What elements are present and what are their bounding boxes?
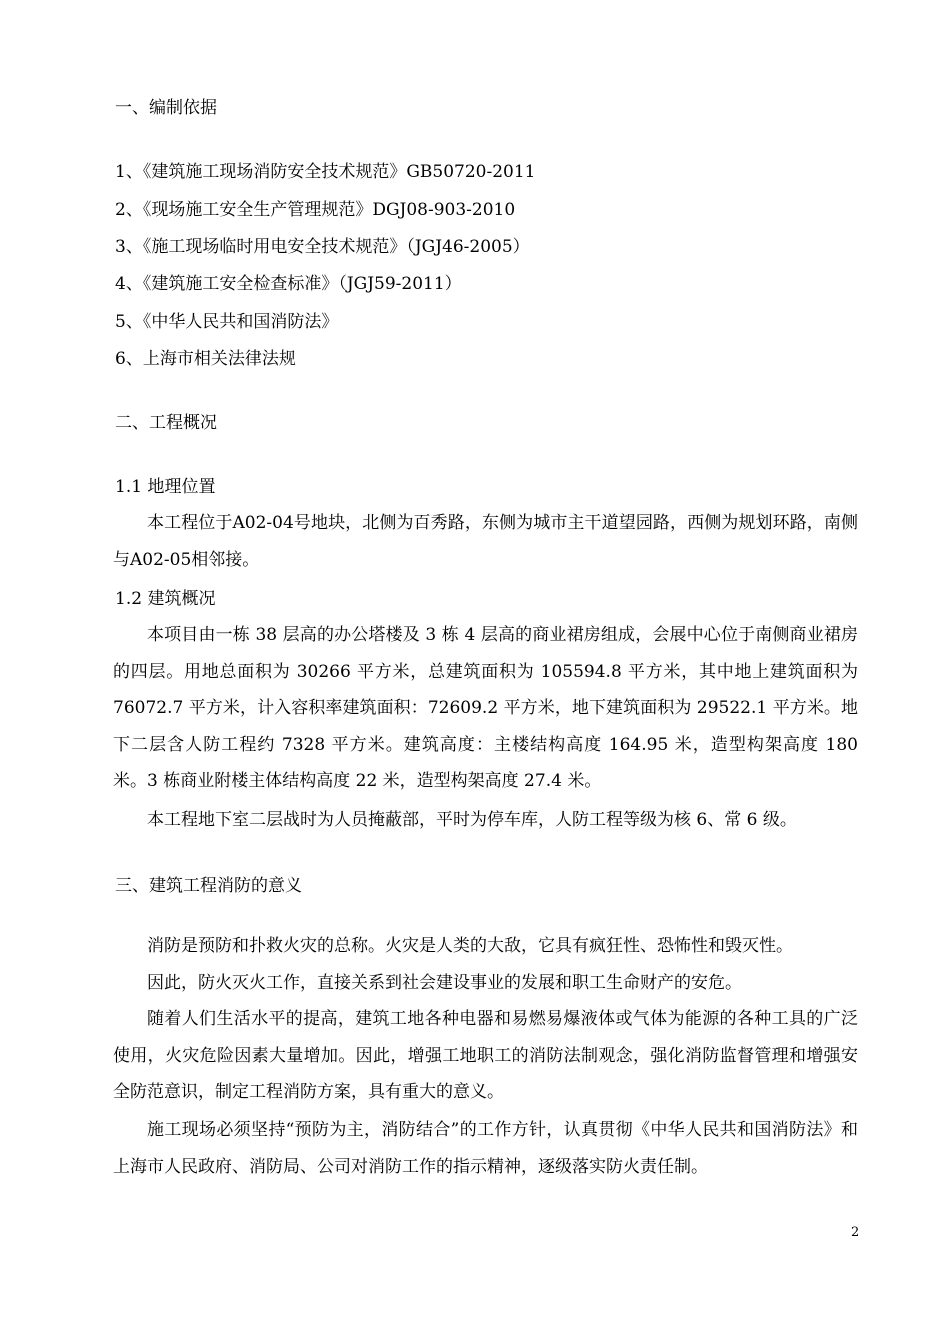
subheading-building: 1.2 建筑概况: [115, 589, 216, 609]
subheading-location: 1.1 地理位置: [115, 477, 216, 497]
basis-item: 4、《建筑施工安全检查标准》（JGJ59-2011）: [115, 274, 462, 294]
basis-item: 3、《施工现场临时用电安全技术规范》（JGJ46-2005）: [115, 237, 530, 257]
section-heading-significance: 三、建筑工程消防的意义: [115, 876, 302, 896]
page-number: 2: [851, 1225, 860, 1240]
significance-paragraph: 消防是预防和扑救火灾的总称。火灾是人类的大敌，它具有疯狂性、恐怖性和毁灭性。: [147, 936, 793, 956]
basis-item: 5、《中华人民共和国消防法》: [115, 312, 339, 332]
building-paragraph: 本项目由一栋 38 层高的办公塔楼及 3 栋 4 层高的商业裙房组成，会展中心位于南侧商业裙房的四层。用地总面积为 30266 平方米，总建筑面积为 105594.8 平方米，其中地上建筑面积为 76072.7 平方米，计入容积率建筑面积：72609.2 平方米，地下建筑面积为 29522.1 平方米。地下二层含人防工程约 7328 平方米。建筑高度：主楼结构高度 164.95 米，造型构架高度 180 米。3 栋商业附楼主体结构高度 22 米，造型构架高度 27.4 米。: [113, 625, 858, 792]
basis-item: 6、上海市相关法律法规: [115, 349, 296, 369]
basis-item: 1、《建筑施工现场消防安全技术规范》GB50720-2011: [115, 162, 536, 182]
significance-paragraph: 因此，防火灭火工作，直接关系到社会建设事业的发展和职工生命财产的安危。: [147, 973, 742, 993]
significance-paragraph: 随着人们生活水平的提高，建筑工地各种电器和易燃易爆液体或气体为能源的各种工具的广泛使用，火灾危险因素大量增加。因此，增强工地职工的消防法制观念，强化消防监督管理和增强安全防范意识，制定工程消防方案，具有重大的意义。: [113, 1009, 858, 1103]
basis-item: 2、《现场施工安全生产管理规范》DGJ08-903-2010: [115, 200, 516, 220]
location-paragraph: 本工程位于A02-04号地块，北侧为百秀路，东侧为城市主干道望园路，西侧为规划环路，南侧与A02-05相邻接。: [113, 513, 858, 570]
section-heading-basis: 一、编制依据: [115, 98, 217, 118]
civil-defense-paragraph: 本工程地下室二层战时为人员掩蔽部，平时为停车库，人防工程等级为核 6、常 6 级。: [147, 810, 797, 830]
section-heading-overview: 二、工程概况: [115, 413, 217, 433]
significance-paragraph: 施工现场必须坚持“预防为主，消防结合”的工作方针，认真贯彻《中华人民共和国消防法》和上海市人民政府、消防局、公司对消防工作的指示精神，逐级落实防火责任制。: [113, 1120, 858, 1177]
